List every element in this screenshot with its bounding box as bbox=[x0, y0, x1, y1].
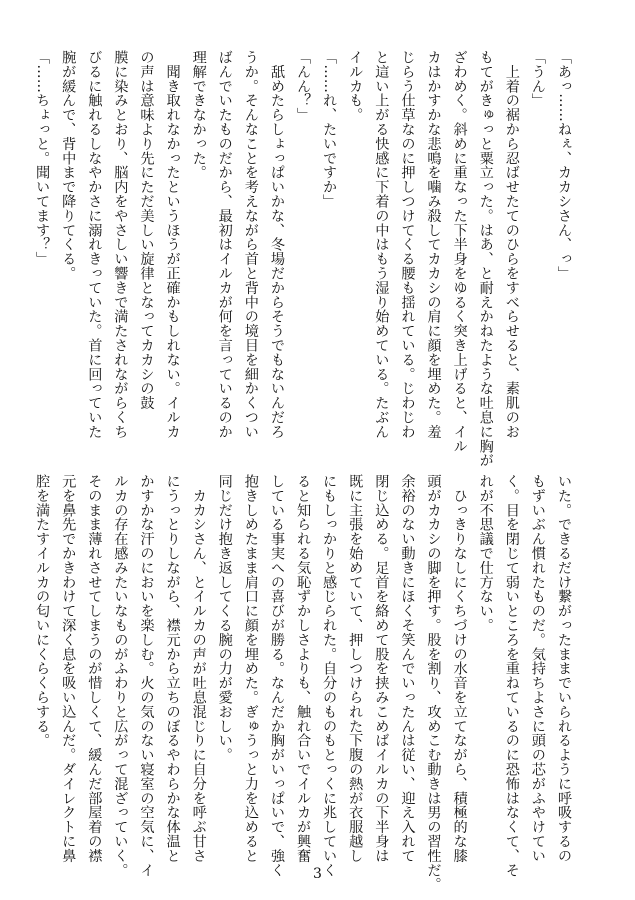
text-line: している事実への喜びが勝る。なんだか胸がいっぱいで、強く bbox=[268, 474, 285, 878]
text-line: カはかすかな悲鳴を噛み殺してカカシの肩に顔を埋めた。羞 bbox=[425, 50, 442, 439]
text-line: びるに触れるしなやかさに溺れきっていた。首に回っていた bbox=[86, 50, 103, 439]
text-line: ばんでいたものだから、最初はイルカが何を言っているのか bbox=[216, 50, 233, 439]
text-line: 上着の裾から忍ばせたてのひらをすべらせると、素肌のお bbox=[503, 50, 520, 439]
text-line: 腔を満たすイルカの匂いにくらくらする。 bbox=[34, 474, 51, 748]
text-line: イルカも。 bbox=[347, 50, 364, 122]
text-line: ひっきりなしにくちづけの水音を立てながら、積極的な膝 bbox=[451, 474, 468, 863]
text-line: 腕が緩んで、背中まで降りてくる。 bbox=[60, 50, 77, 281]
text-line: 膜に染みとおり、脳内をやさしい響きで満たされながらくち bbox=[112, 50, 129, 439]
text-line: 元を鼻先でかきわけて深く息を吸い込んだ。ダイレクトに鼻 bbox=[60, 474, 77, 863]
text-line: と這い上がる快感に下着の中はもう湿り始めている。たぶん bbox=[373, 50, 390, 439]
text-line: 閉じ込める。足首を絡めて股を挟みこめばイルカの下半身は bbox=[373, 474, 390, 863]
page-number: 3 bbox=[313, 866, 322, 882]
text-line: れが不思議で仕方ない。 bbox=[477, 474, 494, 633]
text-line: じらう仕草なのに押しつけてくる腰も揺れている。じわじわ bbox=[399, 50, 416, 439]
lower-text-block bbox=[34, 474, 577, 892]
text-line: 理解できなかった。 bbox=[190, 50, 207, 180]
text-line: にうっとりしながら、襟元から立ちのぼるやわらかな体温と bbox=[164, 474, 181, 863]
text-line: く。目を閉じて弱いところを重ねているのに恐怖はなくて、そ bbox=[503, 474, 520, 878]
text-line: そのまま薄れさせてしまうのが惜しくて、緩んだ部屋着の襟 bbox=[86, 474, 103, 863]
text-line: 聞き取れなかったというほうが正確かもしれない。イルカ bbox=[164, 50, 181, 439]
text-line: 「……ちょっと。聞いてます？」 bbox=[34, 50, 51, 266]
text-line: にもしっかりと感じられた。自分のものもとっくに兆していく bbox=[321, 474, 338, 878]
text-line: もずいぶん慣れたものだ。気持ちよさに頭の芯がふやけてい bbox=[529, 474, 546, 863]
text-line: うか。そんなことを考えながら首と背中の境目を細かくつい bbox=[242, 50, 259, 439]
text-line: 「うん」 bbox=[529, 50, 546, 108]
text-line: ざわめく。斜めに重なった下半身をゆるく突き上げると、イル bbox=[451, 50, 468, 454]
text-line: の声は意味より先にただ美しい旋律となってカカシの鼓 bbox=[138, 50, 155, 410]
text-line: 舐めたらしょっぱいかな、冬場だからそうでもないんだろ bbox=[268, 50, 285, 439]
text-line: 「んん？」 bbox=[295, 50, 312, 122]
text-line: いた。できるだけ繋がったままでいられるように呼吸するの bbox=[556, 474, 572, 863]
text-line: 「あっ……ねぇ、カカシさん、っ」 bbox=[556, 50, 572, 281]
text-line: ると知られる気恥ずかしさよりも、触れ合いでイルカが興奮 bbox=[295, 474, 312, 863]
text-line: 余裕のない動きにほくそ笑んでいったんは従い、迎え入れて bbox=[399, 474, 416, 863]
text-line: ルカの存在感みたいなものがふわりと広がって混ざっていく。 bbox=[112, 474, 129, 878]
text-line: もてがきゅっと粟立った。はあ、と耐えかねたような吐息に胸が bbox=[477, 50, 494, 468]
text-line: 頭がカカシの脚を押す。股を割り、攻めこむ動きは男の習性だ。 bbox=[425, 474, 442, 892]
text-line: 既に主張を始めていて、押しつけられた下腹の熱が衣服越し bbox=[347, 474, 364, 863]
text-line: 同じだけ抱き返してくる腕の力が愛おしい。 bbox=[216, 474, 233, 762]
text-line: カカシさん、とイルカの声が吐息混じりに自分を呼ぶ甘さ bbox=[190, 474, 207, 863]
text-line: 「……れ、たいですか」 bbox=[321, 50, 338, 209]
text-line: かすかな汗のにおいを楽しむ。火の気のない寝室の空気に、イ bbox=[138, 474, 155, 878]
text-line: 抱きしめたまま肩口に顔を埋めた。ぎゅうっと力を込めると bbox=[242, 474, 259, 863]
upper-text-block bbox=[34, 50, 577, 468]
